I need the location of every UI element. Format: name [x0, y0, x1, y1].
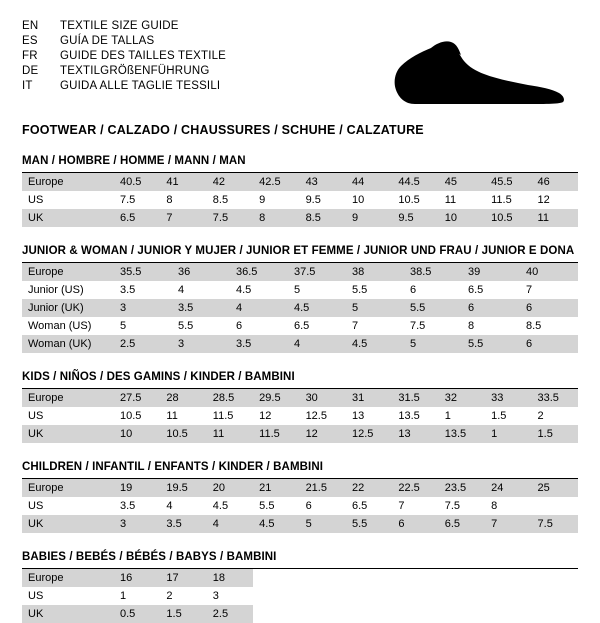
size-table-man: [22, 173, 578, 227]
cell: 3.5: [114, 281, 172, 299]
cell: 11: [439, 191, 485, 209]
cell-empty: [532, 569, 578, 587]
section-title-children: CHILDREN / INFANTIL / ENFANTS / KINDER / BAMBINI: [22, 461, 324, 473]
cell: 1.5: [160, 605, 206, 623]
cell: 5.5: [404, 299, 462, 317]
cell: 1: [439, 407, 485, 425]
cell: 21.5: [300, 479, 346, 497]
cell: 4.5: [288, 299, 346, 317]
table-row: [22, 335, 578, 353]
cell: 22.5: [392, 479, 438, 497]
cell: 33.5: [532, 389, 578, 407]
cell: 7.5: [532, 515, 578, 533]
cell: 36: [172, 263, 230, 281]
cell: 23.5: [439, 479, 485, 497]
cell: 4: [207, 515, 253, 533]
cell: 11.5: [207, 407, 253, 425]
row-label: US: [22, 191, 114, 209]
dress-shoe-icon: [387, 38, 572, 108]
cell: 5.5: [346, 281, 404, 299]
cell-empty: [300, 605, 346, 623]
table-row: [22, 173, 578, 191]
table-row: [22, 317, 578, 335]
cell: 10.5: [485, 209, 531, 227]
table-row: [22, 497, 578, 515]
header: [22, 18, 578, 110]
cell: 16: [114, 569, 160, 587]
language-titles: [22, 18, 226, 93]
cell: 45: [439, 173, 485, 191]
cell: 5: [300, 515, 346, 533]
row-label: Woman (UK): [22, 335, 114, 353]
cell: 39: [462, 263, 520, 281]
section-man: [22, 155, 578, 227]
cell-empty: [346, 569, 392, 587]
cell-empty: [392, 605, 438, 623]
cell: 25: [532, 479, 578, 497]
language-code: EN: [22, 19, 39, 32]
cell-empty: [485, 587, 531, 605]
cell: 3: [114, 299, 172, 317]
cell-empty: [392, 587, 438, 605]
cell: 22: [346, 479, 392, 497]
cell: 7.5: [114, 191, 160, 209]
cell: 6.5: [346, 497, 392, 515]
cell: 10.5: [114, 407, 160, 425]
cell: 1: [114, 587, 160, 605]
cell: 7: [520, 281, 578, 299]
table-row: [22, 587, 578, 605]
cell-empty: [346, 605, 392, 623]
cell: 44: [346, 173, 392, 191]
cell: 6.5: [462, 281, 520, 299]
row-label: US: [22, 407, 114, 425]
cell: 7.5: [207, 209, 253, 227]
cell: 38: [346, 263, 404, 281]
table-row: [22, 515, 578, 533]
row-label: Junior (US): [22, 281, 114, 299]
language-row: [22, 63, 226, 78]
cell: 31.5: [392, 389, 438, 407]
cell: 7: [485, 515, 531, 533]
cell: 5: [404, 335, 462, 353]
section-title-babies: BABIES / BEBÉS / BÉBÉS / BABYS / BAMBINI: [22, 551, 277, 563]
size-table-children: [22, 479, 578, 533]
table-row: [22, 263, 578, 281]
row-label: Europe: [22, 263, 114, 281]
row-label: Europe: [22, 173, 114, 191]
cell-empty: [532, 605, 578, 623]
row-label: US: [22, 587, 114, 605]
cell: 3.5: [230, 335, 288, 353]
cell: 1: [485, 425, 531, 443]
section-title-kids: KIDS / NIÑOS / DES GAMINS / KINDER / BAMBINI: [22, 371, 295, 383]
cell: 19: [114, 479, 160, 497]
table-row: [22, 569, 578, 587]
cell: 11.5: [253, 425, 299, 443]
size-table-babies: [22, 569, 578, 623]
row-label: US: [22, 497, 114, 515]
cell: 11: [160, 407, 206, 425]
row-label: Junior (UK): [22, 299, 114, 317]
cell: 38.5: [404, 263, 462, 281]
section-title-man: MAN / HOMBRE / HOMME / MANN / MAN: [22, 155, 246, 167]
cell: 2: [532, 407, 578, 425]
cell: 11: [532, 209, 578, 227]
cell: 3.5: [172, 299, 230, 317]
cell: 24: [485, 479, 531, 497]
cell: 4: [288, 335, 346, 353]
cell: 9.5: [300, 191, 346, 209]
cell: 7.5: [404, 317, 462, 335]
cell: 6.5: [114, 209, 160, 227]
cell: 46: [532, 173, 578, 191]
section-children: [22, 461, 578, 533]
row-label: UK: [22, 209, 114, 227]
cell: 13: [346, 407, 392, 425]
cell: 8.5: [520, 317, 578, 335]
language-row: [22, 33, 226, 48]
table-row: [22, 209, 578, 227]
cell: 7.5: [439, 497, 485, 515]
cell: 42: [207, 173, 253, 191]
language-title: GUIDE DES TAILLES TEXTILE: [60, 49, 227, 62]
cell: 11: [207, 425, 253, 443]
cell: 8: [462, 317, 520, 335]
cell: 12: [300, 425, 346, 443]
cell: 6: [520, 335, 578, 353]
cell: 9: [346, 209, 392, 227]
cell-empty: [485, 605, 531, 623]
cell: 4: [230, 299, 288, 317]
cell: 30: [300, 389, 346, 407]
cell: 17: [160, 569, 206, 587]
language-code: DE: [22, 64, 39, 77]
row-label: Europe: [22, 479, 114, 497]
language-title: GUIDA ALLE TAGLIE TESSILI: [60, 79, 221, 92]
cell: 3: [207, 587, 253, 605]
cell: 37.5: [288, 263, 346, 281]
row-label: UK: [22, 425, 114, 443]
cell: 12.5: [300, 407, 346, 425]
cell-empty: [532, 587, 578, 605]
cell: 2.5: [207, 605, 253, 623]
cell: 19.5: [160, 479, 206, 497]
cell: 3.5: [160, 515, 206, 533]
cell: 10: [114, 425, 160, 443]
table-row: [22, 479, 578, 497]
cell: 6: [300, 497, 346, 515]
cell: 29.5: [253, 389, 299, 407]
cell: 5: [288, 281, 346, 299]
cell: 5.5: [346, 515, 392, 533]
cell: 8: [253, 209, 299, 227]
cell: 44.5: [392, 173, 438, 191]
cell: 7: [346, 317, 404, 335]
row-label: UK: [22, 515, 114, 533]
cell: 32: [439, 389, 485, 407]
cell: 33: [485, 389, 531, 407]
cell: 31: [346, 389, 392, 407]
language-code: ES: [22, 34, 38, 47]
cell: 42.5: [253, 173, 299, 191]
cell: 10: [439, 209, 485, 227]
cell: 7: [160, 209, 206, 227]
cell: 21: [253, 479, 299, 497]
cell: 6.5: [288, 317, 346, 335]
table-row: [22, 605, 578, 623]
language-code: IT: [22, 79, 33, 92]
language-title: GUÍA DE TALLAS: [60, 34, 155, 47]
cell: 4.5: [253, 515, 299, 533]
cell: 4: [160, 497, 206, 515]
table-row: [22, 281, 578, 299]
cell: 3.5: [114, 497, 160, 515]
cell: 3: [172, 335, 230, 353]
cell: 9: [253, 191, 299, 209]
cell: 11.5: [485, 191, 531, 209]
language-row: [22, 48, 226, 63]
cell: 1.5: [485, 407, 531, 425]
cell-empty: [439, 587, 485, 605]
cell: [532, 497, 578, 515]
cell: 5: [114, 317, 172, 335]
cell-empty: [439, 605, 485, 623]
cell: 18: [207, 569, 253, 587]
size-table-kids: [22, 389, 578, 443]
cell: 4.5: [346, 335, 404, 353]
cell: 40.5: [114, 173, 160, 191]
language-title: TEXTILGRÖßENFÜHRUNG: [60, 64, 210, 77]
section-kids: [22, 371, 578, 443]
section-title-junior-woman: JUNIOR & WOMAN / JUNIOR Y MUJER / JUNIOR ET FEMME / JUNIOR UND FRAU / JUNIOR E DONA: [22, 245, 575, 257]
cell: 6: [230, 317, 288, 335]
cell-empty: [253, 587, 299, 605]
table-row: [22, 191, 578, 209]
cell: 40: [520, 263, 578, 281]
row-label: Woman (US): [22, 317, 114, 335]
table-row: [22, 389, 578, 407]
cell: 28: [160, 389, 206, 407]
cell: 6: [392, 515, 438, 533]
cell: 45.5: [485, 173, 531, 191]
table-row: [22, 407, 578, 425]
cell: 5.5: [462, 335, 520, 353]
language-title: TEXTILE SIZE GUIDE: [60, 19, 179, 32]
cell: 28.5: [207, 389, 253, 407]
cell: 2.5: [114, 335, 172, 353]
cell: 12.5: [346, 425, 392, 443]
cell: 8: [485, 497, 531, 515]
cell-empty: [300, 569, 346, 587]
cell: 8.5: [207, 191, 253, 209]
cell: 5: [346, 299, 404, 317]
cell-empty: [253, 605, 299, 623]
row-label: UK: [22, 605, 114, 623]
cell: 20: [207, 479, 253, 497]
table-row: [22, 299, 578, 317]
cell: 13.5: [392, 407, 438, 425]
footwear-category-title: FOOTWEAR / CALZADO / CHAUSSURES / SCHUHE / CALZATURE: [22, 123, 424, 137]
row-label: Europe: [22, 389, 114, 407]
cell: 1.5: [532, 425, 578, 443]
cell: 0.5: [114, 605, 160, 623]
cell: 7: [392, 497, 438, 515]
cell-empty: [485, 569, 531, 587]
cell: 5.5: [253, 497, 299, 515]
cell: 35.5: [114, 263, 172, 281]
cell: 2: [160, 587, 206, 605]
cell: 8.5: [300, 209, 346, 227]
row-label: Europe: [22, 569, 114, 587]
cell: 10.5: [160, 425, 206, 443]
cell: 6: [520, 299, 578, 317]
cell-empty: [300, 587, 346, 605]
cell: 36.5: [230, 263, 288, 281]
cell: 41: [160, 173, 206, 191]
cell: 4.5: [207, 497, 253, 515]
cell: 27.5: [114, 389, 160, 407]
cell-empty: [439, 569, 485, 587]
cell-empty: [346, 587, 392, 605]
table-row: [22, 425, 578, 443]
language-code: FR: [22, 49, 38, 62]
size-table-junior-woman: [22, 263, 578, 353]
cell: 10.5: [392, 191, 438, 209]
cell: 4: [172, 281, 230, 299]
cell: 5.5: [172, 317, 230, 335]
cell-empty: [253, 569, 299, 587]
language-row: [22, 18, 226, 33]
cell: 10: [346, 191, 392, 209]
cell: 4.5: [230, 281, 288, 299]
cell: 12: [532, 191, 578, 209]
cell: 8: [160, 191, 206, 209]
cell: 3: [114, 515, 160, 533]
cell: 6.5: [439, 515, 485, 533]
cell: 6: [462, 299, 520, 317]
cell: 43: [300, 173, 346, 191]
section-babies: [22, 551, 578, 623]
cell: 13.5: [439, 425, 485, 443]
section-junior-woman: [22, 245, 578, 353]
cell: 12: [253, 407, 299, 425]
cell: 9.5: [392, 209, 438, 227]
language-row: [22, 78, 226, 93]
cell-empty: [392, 569, 438, 587]
cell: 6: [404, 281, 462, 299]
cell: 13: [392, 425, 438, 443]
